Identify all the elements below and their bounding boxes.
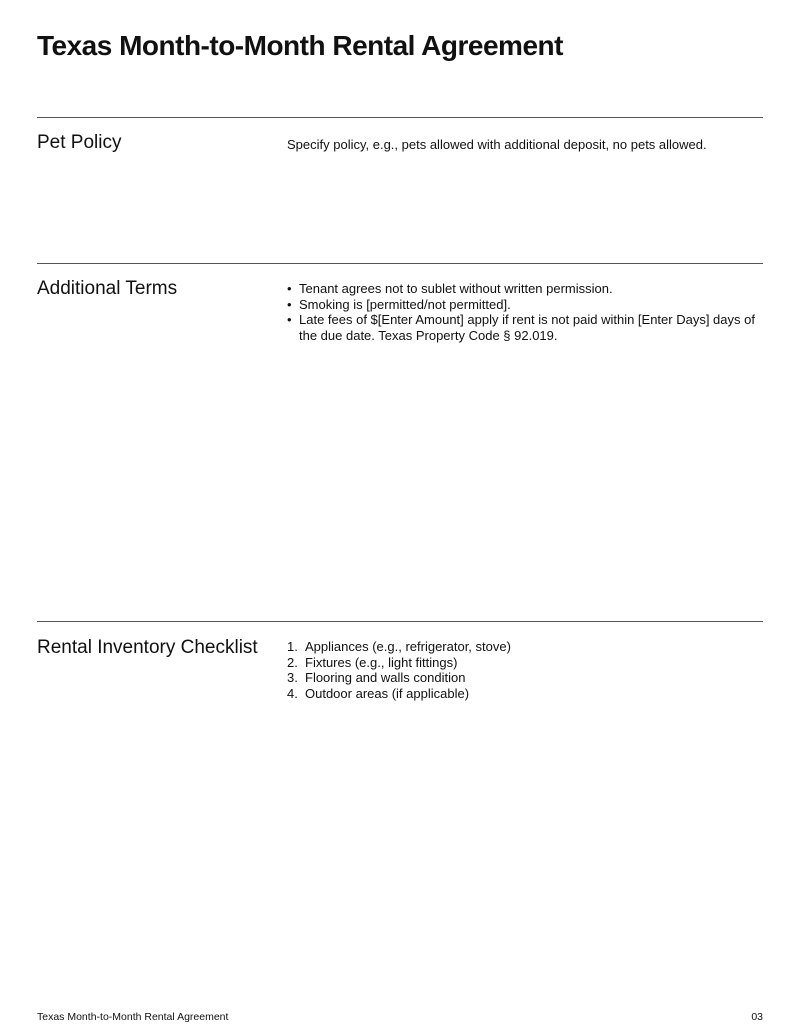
pet-policy-text: Specify policy, e.g., pets allowed with additional deposit, no pets allowed. (287, 137, 707, 152)
list-item-text: Smoking is [permitted/not permitted]. (299, 296, 511, 312)
list-item-text: Fixtures (e.g., light fittings) (305, 654, 458, 670)
list-number: 3. (287, 670, 298, 685)
page-number: 03 (751, 1011, 763, 1023)
list-number: 2. (287, 654, 298, 670)
section-heading-pet-policy: Pet Policy (37, 132, 122, 153)
footer-title: Texas Month-to-Month Rental Agreement (37, 1011, 229, 1023)
list-number: 4. (287, 685, 298, 701)
page-title: Texas Month-to-Month Rental Agreement (37, 30, 563, 61)
list-item (287, 297, 757, 313)
additional-terms-list (287, 281, 757, 343)
divider (37, 621, 763, 622)
list-item-text: Tenant agrees not to sublet without written permission. (299, 281, 613, 296)
divider (37, 263, 763, 264)
list-item-text: Appliances (e.g., refrigerator, stove) (305, 639, 511, 654)
list-item-text: Flooring and walls condition (305, 670, 466, 685)
bullet-icon: • (287, 281, 292, 296)
divider (37, 117, 763, 118)
list-number: 1. (287, 639, 298, 654)
section-heading-additional-terms: Additional Terms (37, 278, 178, 299)
list-item (287, 686, 757, 702)
bullet-icon: • (287, 312, 292, 327)
list-item (287, 281, 757, 297)
section-heading-rental-inventory-checklist: Rental Inventory Checklist (37, 637, 258, 658)
inventory-checklist-list (287, 639, 757, 701)
list-item-text: Outdoor areas (if applicable) (305, 685, 470, 701)
list-item (287, 312, 757, 343)
list-item (287, 670, 757, 686)
bullet-icon: • (287, 296, 292, 312)
list-item (287, 639, 757, 655)
list-item-text: Late fees of $[Enter Amount] apply if rent is not paid within [Enter Days] days of the due date. Texas Property Code § 92.019. (299, 312, 755, 343)
list-item (287, 655, 757, 671)
